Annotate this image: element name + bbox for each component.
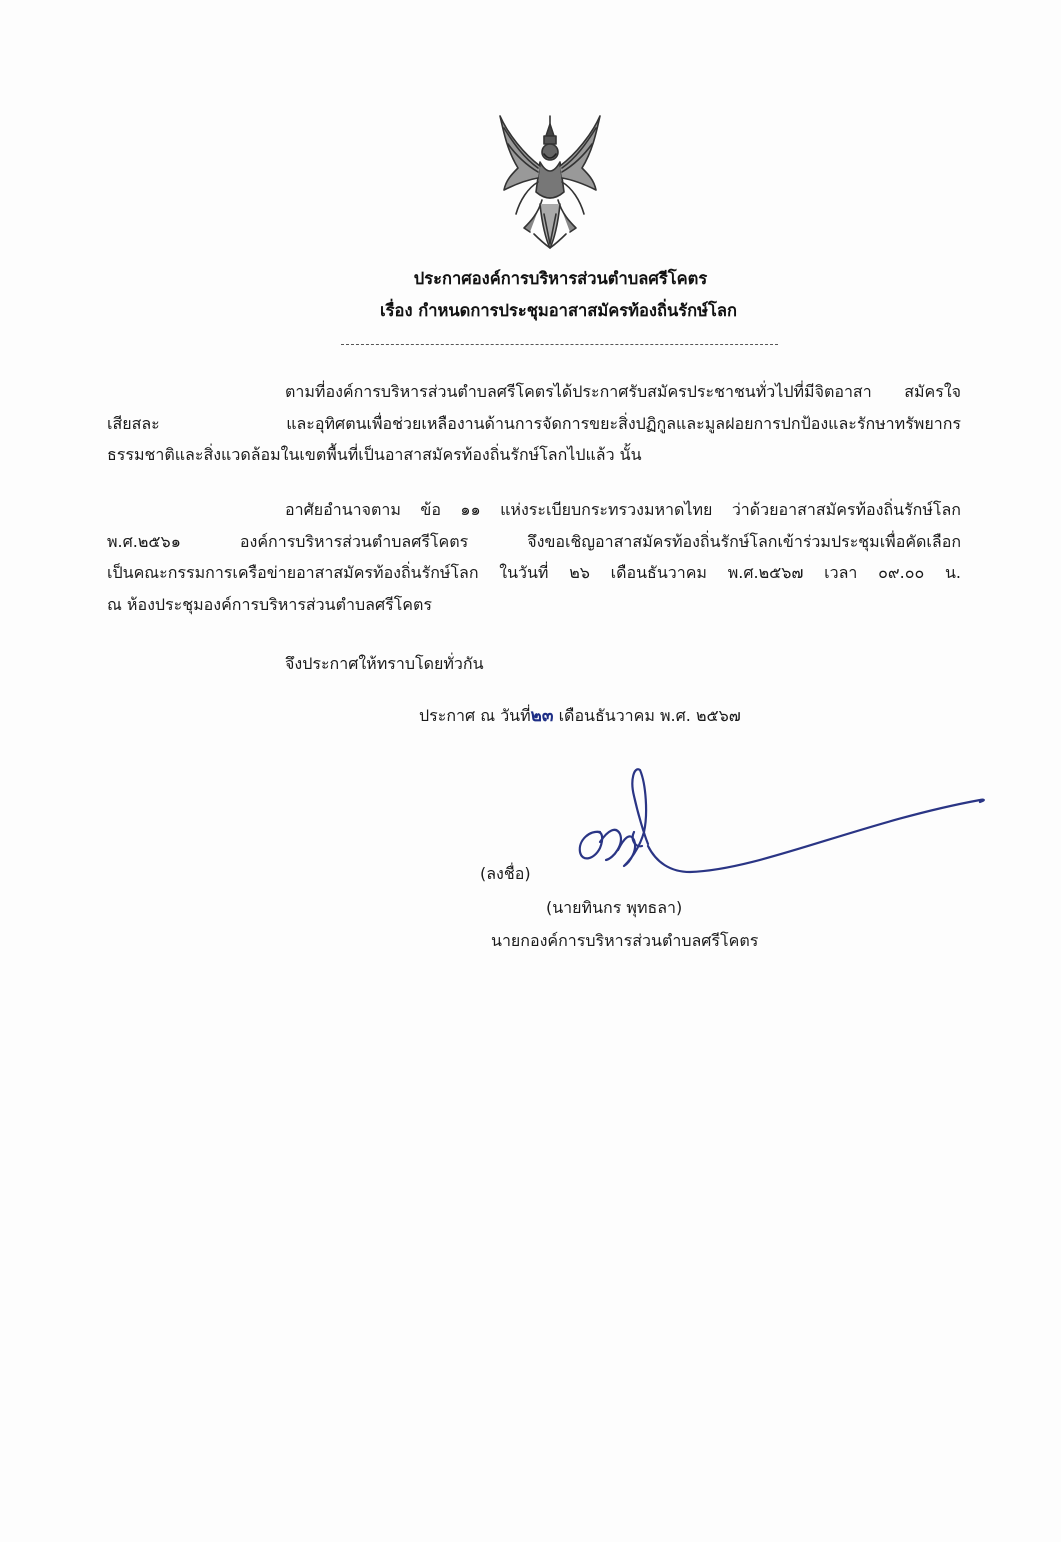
announcement-day: ๒๓ (530, 706, 554, 726)
signature-icon (560, 762, 1000, 892)
announcement-date-prefix: ประกาศ ณ วันที่ (419, 706, 531, 725)
sign-label: (ลงชื่อ) (480, 864, 531, 883)
document-title: ประกาศองค์การบริหารส่วนตำบลศรีโคตร (413, 269, 708, 288)
paragraph-1 (107, 376, 961, 471)
paragraph-1-line-1: ตามที่องค์การบริหารส่วนตำบลศรีโคตรได้ประกาศรับสมัครประชาชนทั่วไปที่มีจิตอาสา สมัครใจ (285, 382, 961, 401)
paragraph-2-line-2: พ.ศ.๒๕๖๑ องค์การบริหารส่วนตำบลศรีโคตร จึงขอเชิญอาสาสมัครท้องถิ่นรักษ์โลกเข้าร่วมประชุมเพื่อคัดเลือก (107, 531, 961, 551)
title-divider (341, 344, 778, 345)
paragraph-3 (285, 648, 1061, 680)
paragraph-2 (107, 494, 961, 620)
signer-name: (นายทินกร พุทธลา) (546, 898, 683, 917)
closing-statement: จึงประกาศให้ทราบโดยทั่วกัน (285, 654, 484, 673)
signer-title: นายกองค์การบริหารส่วนตำบลศรีโคตร (491, 931, 759, 950)
announcement-date-suffix: เดือนธันวาคม พ.ศ. ๒๕๖๗ (558, 706, 741, 725)
paragraph-1-line-2: เสียสละ และอุทิศตนเพื่อช่วยเหลืองานด้านการจัดการขยะสิ่งปฏิกูลและมูลฝอยการปกป้องและรักษาทรัพยากร (107, 413, 961, 433)
paragraph-2-line-3: เป็นคณะกรรมการเครือข่ายอาสาสมัครท้องถิ่นรักษ์โลก ในวันที่ ๒๖ เดือนธันวาคม พ.ศ.๒๕๖๗ เวลา ๐๙.๐๐ น. (107, 563, 961, 582)
paragraph-2-line-4: ณ ห้องประชุมองค์การบริหารส่วนตำบลศรีโคตร (107, 594, 432, 614)
announcement-date (419, 702, 741, 729)
paragraph-2-line-1: อาศัยอำนาจตาม ข้อ ๑๑ แห่งระเบียบกระทรวงมหาดไทย ว่าด้วยอาสาสมัครท้องถิ่นรักษ์โลก (285, 500, 961, 519)
paragraph-1-line-3: ธรรมชาติและสิ่งแวดล้อมในเขตพื้นที่เป็นอาสาสมัครท้องถิ่นรักษ์โลกไปแล้ว นั้น (107, 445, 642, 464)
garuda-emblem-icon (494, 104, 606, 252)
document-subject: เรื่อง กำหนดการประชุมอาสาสมัครท้องถิ่นรักษ์โลก (380, 301, 737, 320)
